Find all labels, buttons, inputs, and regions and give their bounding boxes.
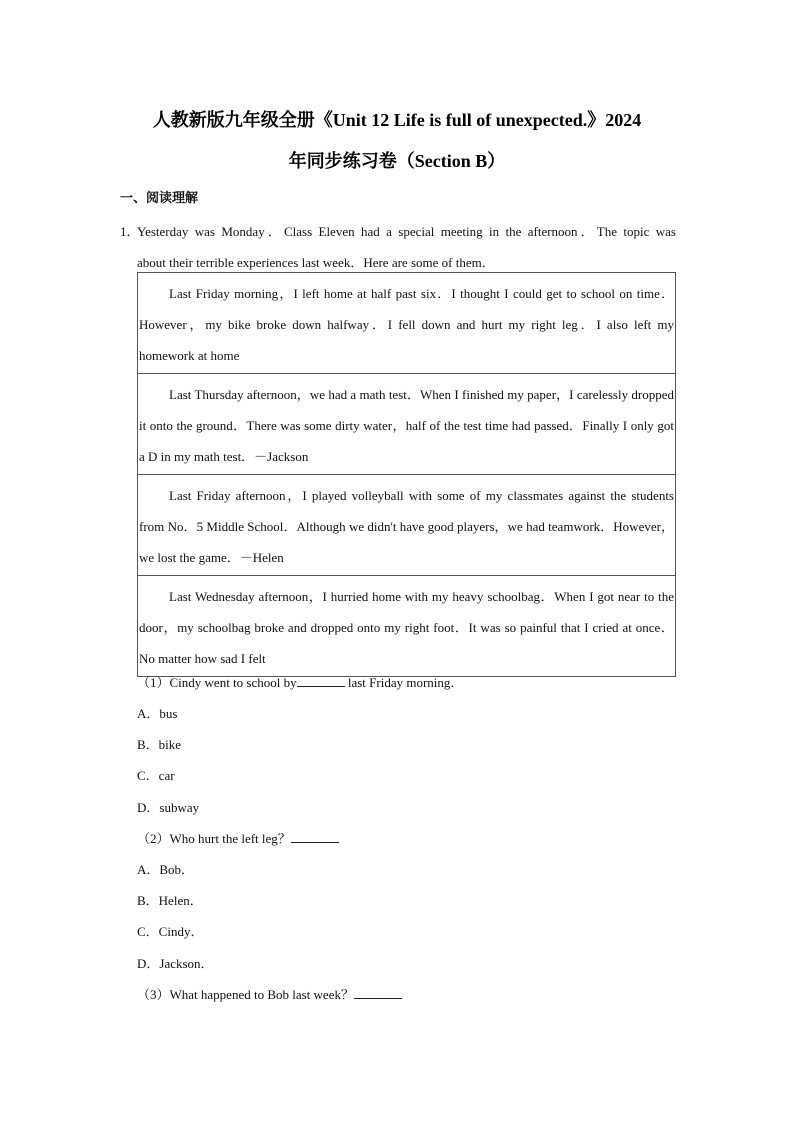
page-title-line-2: 年同步练习卷（Section B） bbox=[288, 151, 506, 171]
passage-text: Last Friday afternoon，I played volleyball with some of my classmates against the students from No．5 Middle School．Although we didn't have good players，we had teamwork．However，we lost the game．－Helen bbox=[139, 488, 674, 565]
answer-blank[interactable] bbox=[291, 831, 339, 843]
passage-text: Last Friday morning，I left home at half past six．I thought I could get to school on time．However，my bike broke down halfway．I fell down and hurt my right leg．I also left my homework at home bbox=[139, 286, 674, 363]
sub-question-2-prefix: （2）Who hurt the left leg？ bbox=[137, 831, 291, 846]
answer-blank[interactable] bbox=[297, 675, 345, 687]
option-d: D．Jackson． bbox=[137, 956, 214, 971]
option-b: B．bike bbox=[137, 737, 182, 752]
option-c: C．car bbox=[137, 768, 175, 783]
table-row bbox=[138, 576, 676, 677]
passage-text: Last Wednesday afternoon，I hurried home with my heavy schoolbag．When I got near to the door，my schoolbag broke and dropped onto my right foot．It was so painful that I cried at once．No matter how sad I felt bbox=[139, 589, 674, 666]
question-number: 1． bbox=[120, 224, 140, 239]
question-1-intro bbox=[120, 216, 676, 278]
section-heading: 一、阅读理解 bbox=[120, 190, 199, 205]
option-d: D．subway bbox=[137, 800, 200, 815]
passage-text: Last Thursday afternoon，we had a math test．When I finished my paper，I carelessly dropped it onto the ground．There was some dirty water，half of the test time had passed．Finally I only got a D in my math test．－Jackson bbox=[139, 387, 674, 464]
table-row bbox=[138, 374, 676, 475]
sub-question-3 bbox=[137, 984, 402, 1003]
answer-blank[interactable] bbox=[354, 987, 402, 999]
sub-question-2 bbox=[137, 828, 339, 847]
table-row bbox=[138, 273, 676, 374]
sub-question-1 bbox=[137, 672, 463, 691]
passage-cell bbox=[138, 374, 676, 475]
sub-question-3-prefix: （3）What happened to Bob last week？ bbox=[137, 987, 354, 1002]
intro-line-2: about their terrible experiences last week．Here are some of them． bbox=[137, 255, 495, 270]
sub-question-1-prefix: （1）Cindy went to school by bbox=[137, 675, 297, 690]
option-b: B．Helen． bbox=[137, 893, 203, 908]
passages-table bbox=[137, 272, 676, 677]
table-row bbox=[138, 475, 676, 576]
passage-cell bbox=[138, 273, 676, 374]
sub-question-1-suffix: last Friday morning． bbox=[344, 675, 464, 690]
intro-line-1: Yesterday was Monday．Class Eleven had a special meeting in the afternoon．The topic was bbox=[137, 224, 676, 239]
option-a: A．Bob． bbox=[137, 862, 195, 877]
option-c: C．Cindy． bbox=[137, 924, 204, 939]
passage-cell bbox=[138, 576, 676, 677]
passage-cell bbox=[138, 475, 676, 576]
option-a: A．bus bbox=[137, 706, 178, 721]
page-title-line-1: 人教新版九年级全册《Unit 12 Life is full of unexpected.》2024 bbox=[152, 110, 642, 130]
